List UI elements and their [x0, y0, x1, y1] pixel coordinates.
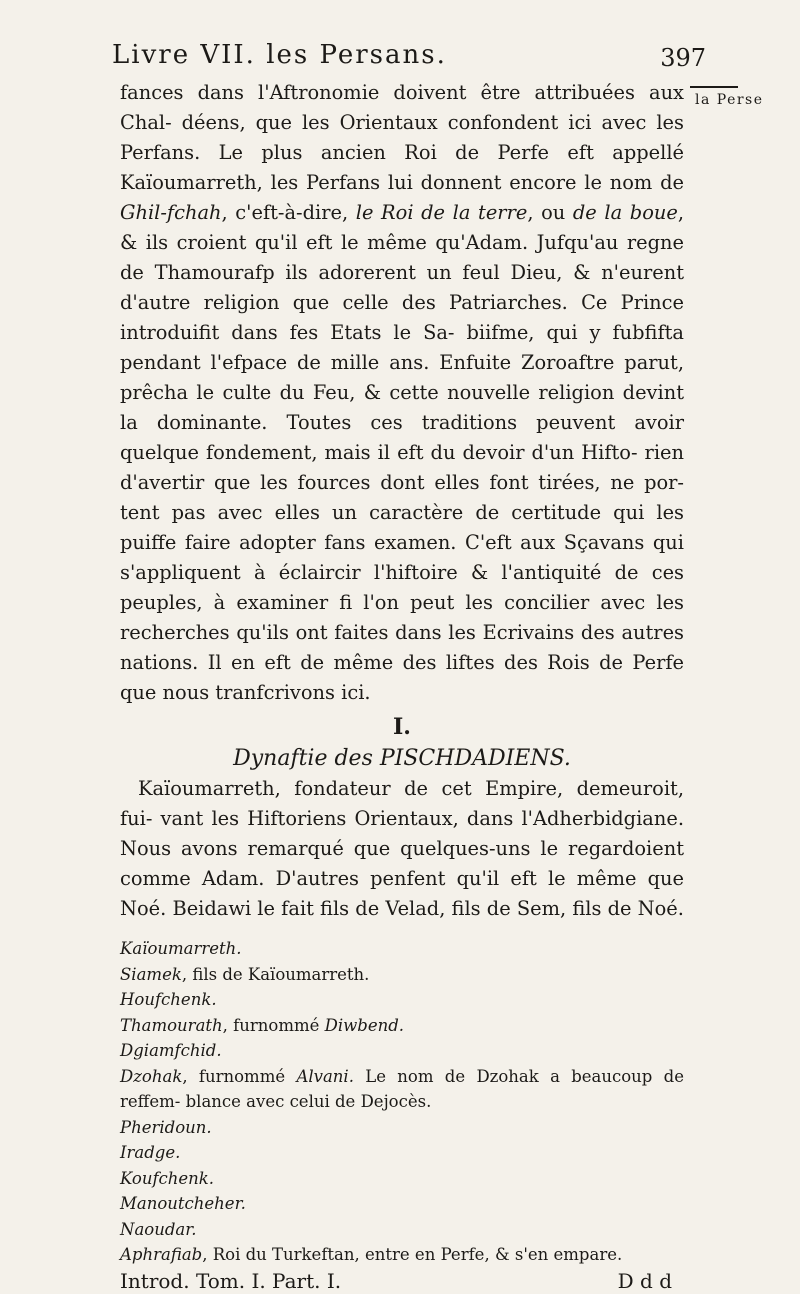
signature-reference: Introd. Tom. I. Part. I.: [120, 1268, 342, 1293]
section-number: I.: [393, 714, 411, 740]
paragraph-intro: fances dans l'Aftronomie doivent être attribuées aux Chal- déens, que les Orientaux confondent ici avec les Perfans. Le plus ancien Roi de Perfe eft appellé Kaïoumarreth, les Perfans lui donnent encore le nom de Ghil-fchah, c'eft-à-dire, le Roi de la terre, ou de la boue, & ils croient qu'il eft le même qu'Adam. Jufqu'au regne de Thamourafp ils adorerent un feul Dieu, & n'eurent d'autre religion que celle des Patriarches. Ce Prince introduifit dans fes Etats le Sa- biifme, qui y fubfifta pendant l'efpace de mille ans. Enfuite Zoroaftre parut, prêcha le culte du Feu, & cette nouvelle religion devint la dominante. Toutes ces traditions peuvent avoir quelque fondement, mais il eft du devoir d'un Hifto- rien d'avertir que les fources dont elles font tirées, ne por- tent pas avec elles un caractère de certitude qui les puiffe faire adopter fans examen. C'eft aux Sçavans qui s'appliquent à éclaircir l'hiftoire & l'antiquité de ces peuples, à examiner fi l'on peut les concilier avec les recherches qu'ils ont faites dans les Ecrivains des autres nations. Il en eft de même des liftes des Rois de Perfe que nous tranfcrivons ici.: [120, 81, 684, 704]
paragraph-kaioumarreth: Kaïoumarreth, fondateur de cet Empire, demeuroit, fui- vant les Hiftoriens Orientaux, dans l'Adherbidgiane. Nous avons remarqué que quelques-uns le regardoient comme Adam. D'autres penfent qu'il eft le même que Noé. Beidawi le fait fils de Velad, fils de Sem, fils de Noé.: [120, 777, 684, 920]
list-item: Siamek, fils de Kaïoumarreth.: [120, 964, 370, 984]
page-footer: [120, 1268, 684, 1294]
list-item: Naoudar.: [120, 1219, 197, 1239]
margin-note: la Perse: [695, 92, 764, 108]
list-item: Houfchenk.: [120, 990, 217, 1009]
gathering-mark: D d d: [617, 1268, 672, 1293]
kings-list: [120, 936, 684, 1268]
list-item: Dzohak, furnommé Alvani. Le nom de Dzohak a beaucoup de reffem- blance avec celui de Dejocès.: [120, 1066, 684, 1111]
page-body: [120, 78, 684, 1294]
list-item: Dgiamfchid.: [120, 1041, 222, 1060]
page-number: 397: [660, 44, 706, 72]
margin-rule: [690, 86, 738, 88]
running-head: Livre VII. les Persans.: [112, 40, 447, 70]
list-item: Kaïoumarreth.: [120, 939, 242, 958]
list-item: Aphrafiab, Roi du Turkeftan, entre en Perfe, & s'en empare.: [120, 1245, 623, 1264]
list-item: Pheridoun.: [120, 1117, 212, 1137]
list-item: Manoutcheher.: [120, 1194, 246, 1213]
list-item: Koufchenk.: [120, 1168, 215, 1188]
section-title: Dynaftie des PISCHDADIENS.: [233, 746, 571, 771]
list-item: Thamourath, furnommé Diwbend.: [120, 1015, 405, 1035]
list-item: Iradge.: [120, 1143, 181, 1162]
